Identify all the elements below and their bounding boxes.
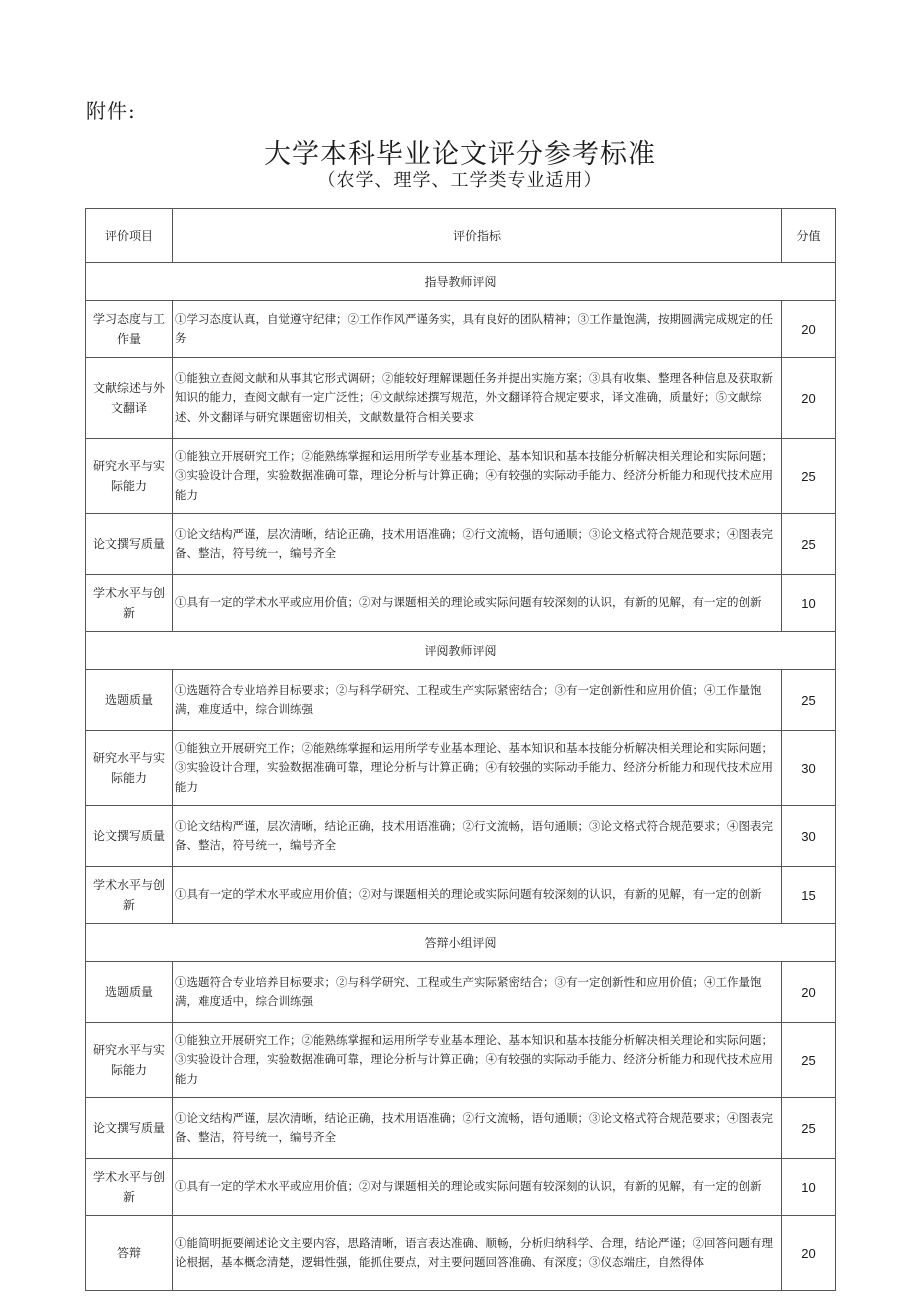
row-item: 文献综述与外文翻译 — [86, 358, 173, 439]
row-criteria: ①能独立开展研究工作；②能熟练掌握和运用所学专业基本理论、基本知识和基本技能分析解决相关理论和实际问题；③实验设计合理，实验数据准确可靠，理论分析与计算正确；④有较强的实际动手能力、经济分析能力和现代技术应用能力 — [173, 1023, 782, 1098]
row-criteria: ①具有一定的学术水平或应用价值；②对与课题相关的理论或实际问题有较深刻的认识，有新的见解，有一定的创新 — [173, 1159, 782, 1216]
row-criteria: ①能独立开展研究工作；②能熟练掌握和运用所学专业基本理论、基本知识和基本技能分析解决相关理论和实际问题；③实验设计合理，实验数据准确可靠，理论分析与计算正确；④有较强的实际动手能力、经济分析能力和现代技术应用能力 — [173, 439, 782, 514]
attachment-label: 附件: — [86, 99, 136, 123]
scoring-table — [85, 208, 836, 1291]
table-row — [86, 962, 836, 1023]
column-header-item: 评价项目 — [86, 209, 173, 263]
document-title: 大学本科毕业论文评分参考标准 — [264, 139, 656, 170]
row-criteria: ①能独立查阅文献和从事其它形式调研；②能较好理解课题任务并提出实施方案；③具有收集、整理各种信息及获取新知识的能力，查阅文献有一定广泛性；④文献综述撰写规范，外文翻译符合规定要求，译文准确，质量好；⑤文献综述、外文翻译与研究课题密切相关，文献数量符合相关要求 — [173, 358, 782, 439]
row-score: 25 — [782, 514, 836, 575]
row-item: 研究水平与实际能力 — [86, 439, 173, 514]
row-criteria: ①论文结构严谨，层次清晰，结论正确，技术用语准确；②行文流畅，语句通顺；③论文格式符合规范要求；④图表完备、整洁，符号统一，编号齐全 — [173, 514, 782, 575]
table-row — [86, 1159, 836, 1216]
table-header-row — [86, 209, 836, 263]
row-score: 20 — [782, 962, 836, 1023]
row-item: 论文撰写质量 — [86, 1098, 173, 1159]
table-row — [86, 358, 836, 439]
row-item: 选题质量 — [86, 670, 173, 731]
section-row — [86, 263, 836, 301]
table-row — [86, 731, 836, 806]
column-header-criteria: 评价指标 — [173, 209, 782, 263]
row-item: 论文撰写质量 — [86, 514, 173, 575]
table-row — [86, 575, 836, 632]
row-score: 25 — [782, 670, 836, 731]
row-item: 学术水平与创新 — [86, 867, 173, 924]
section-row — [86, 632, 836, 670]
row-item: 学术水平与创新 — [86, 575, 173, 632]
document-subtitle: （农学、理学、工学类专业适用） — [317, 170, 603, 191]
row-item: 学习态度与工作量 — [86, 301, 173, 358]
row-item: 研究水平与实际能力 — [86, 1023, 173, 1098]
row-criteria: ①选题符合专业培养目标要求；②与科学研究、工程或生产实际紧密结合；③有一定创新性和应用价值；④工作量饱满，难度适中，综合训练强 — [173, 962, 782, 1023]
row-item: 论文撰写质量 — [86, 806, 173, 867]
section-row — [86, 924, 836, 962]
row-criteria: ①具有一定的学术水平或应用价值；②对与课题相关的理论或实际问题有较深刻的认识，有新的见解，有一定的创新 — [173, 575, 782, 632]
row-criteria: ①能简明扼要阐述论文主要内容，思路清晰，语言表达准确、顺畅，分析归纳科学、合理，结论严谨；②回答问题有理论根据，基本概念清楚，逻辑性强，能抓住要点，对主要问题回答准确、有深度；③仪态端庄，自然得体 — [173, 1216, 782, 1291]
row-score: 25 — [782, 1023, 836, 1098]
row-criteria: ①学习态度认真，自觉遵守纪律；②工作作风严谨务实，具有良好的团队精神；③工作量饱满，按期圆满完成规定的任务 — [173, 301, 782, 358]
row-criteria: ①选题符合专业培养目标要求；②与科学研究、工程或生产实际紧密结合；③有一定创新性和应用价值；④工作量饱满，难度适中，综合训练强 — [173, 670, 782, 731]
section-title: 评阅教师评阅 — [86, 632, 836, 670]
row-score: 25 — [782, 439, 836, 514]
table-row — [86, 439, 836, 514]
row-item: 选题质量 — [86, 962, 173, 1023]
row-criteria: ①论文结构严谨，层次清晰，结论正确，技术用语准确；②行文流畅，语句通顺；③论文格式符合规范要求；④图表完备、整洁，符号统一，编号齐全 — [173, 1098, 782, 1159]
row-criteria: ①论文结构严谨，层次清晰，结论正确，技术用语准确；②行文流畅，语句通顺；③论文格式符合规范要求；④图表完备、整洁，符号统一，编号齐全 — [173, 806, 782, 867]
row-item: 学术水平与创新 — [86, 1159, 173, 1216]
table-row — [86, 806, 836, 867]
row-score: 25 — [782, 1098, 836, 1159]
table-row — [86, 670, 836, 731]
row-item: 研究水平与实际能力 — [86, 731, 173, 806]
section-title: 答辩小组评阅 — [86, 924, 836, 962]
row-score: 20 — [782, 301, 836, 358]
table-row — [86, 1023, 836, 1098]
section-title: 指导教师评阅 — [86, 263, 836, 301]
column-header-score: 分值 — [782, 209, 836, 263]
row-score: 20 — [782, 1216, 836, 1291]
table-row — [86, 1216, 836, 1291]
table-row — [86, 514, 836, 575]
row-score: 30 — [782, 806, 836, 867]
row-item: 答辩 — [86, 1216, 173, 1291]
row-score: 20 — [782, 358, 836, 439]
table-row — [86, 1098, 836, 1159]
row-score: 10 — [782, 1159, 836, 1216]
table-row — [86, 301, 836, 358]
table-row — [86, 867, 836, 924]
row-score: 10 — [782, 575, 836, 632]
row-criteria: ①能独立开展研究工作；②能熟练掌握和运用所学专业基本理论、基本知识和基本技能分析解决相关理论和实际问题；③实验设计合理，实验数据准确可靠，理论分析与计算正确；④有较强的实际动手能力、经济分析能力和现代技术应用能力 — [173, 731, 782, 806]
row-score: 15 — [782, 867, 836, 924]
row-score: 30 — [782, 731, 836, 806]
row-criteria: ①具有一定的学术水平或应用价值；②对与课题相关的理论或实际问题有较深刻的认识，有新的见解，有一定的创新 — [173, 867, 782, 924]
